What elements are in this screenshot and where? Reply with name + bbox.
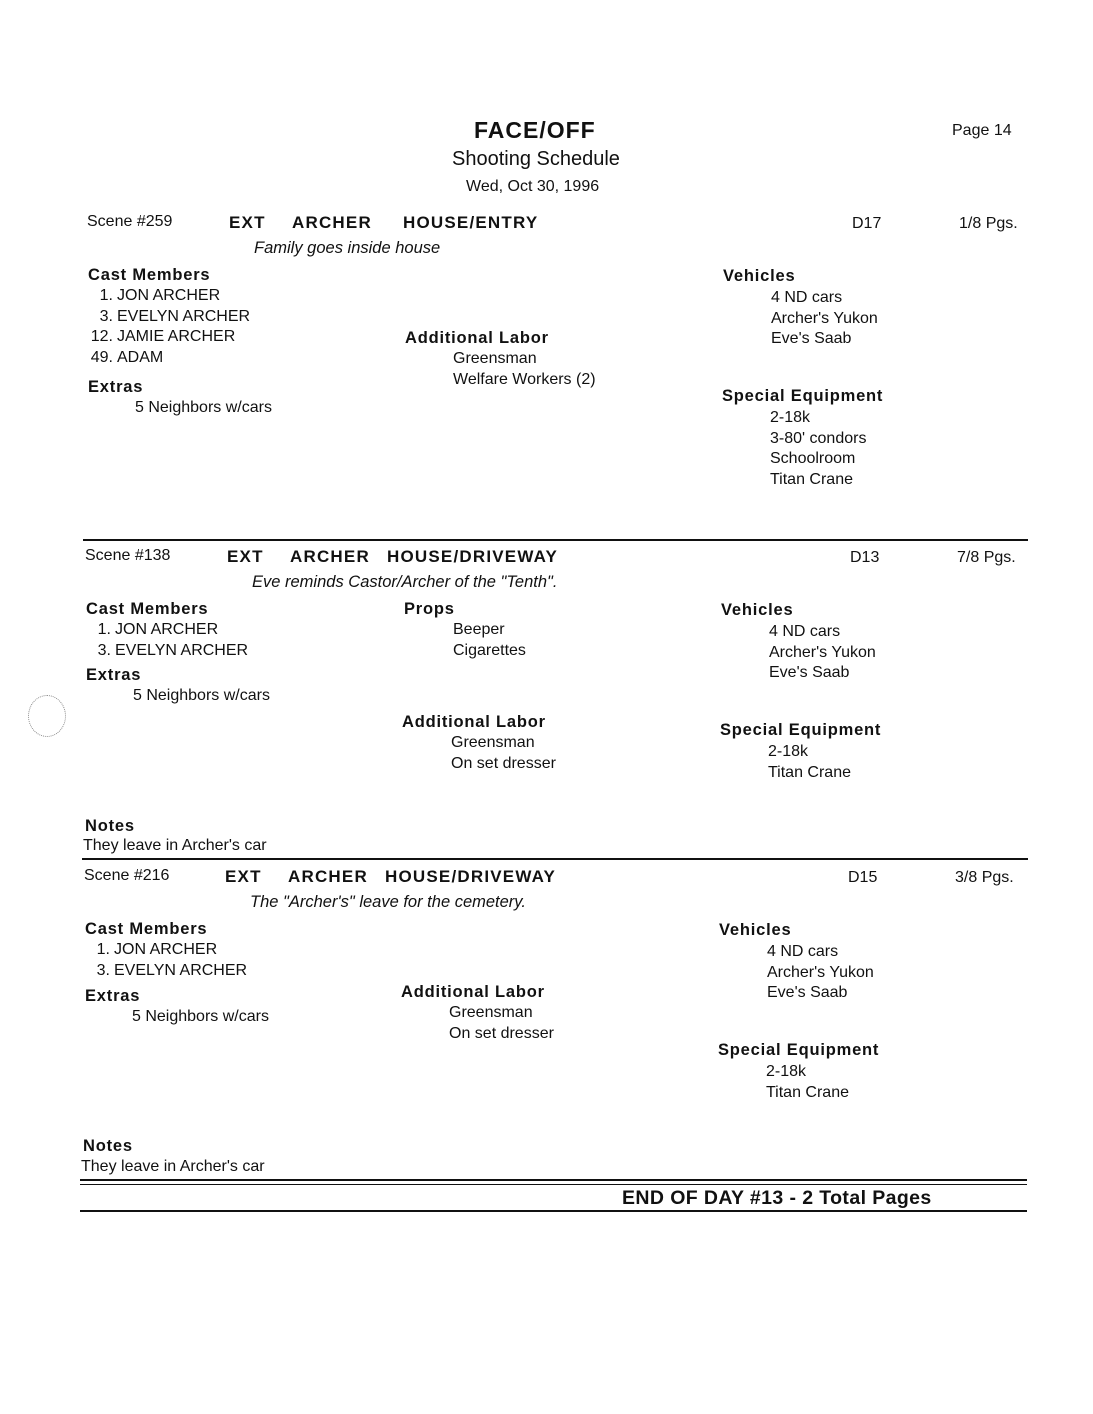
equipment-item: 2-18k <box>768 743 809 760</box>
cast-member: 3. EVELYN ARCHER <box>96 961 248 979</box>
labor-item: On set dresser <box>449 1024 554 1042</box>
special-equipment-heading: Special Equipment <box>722 387 884 405</box>
scene-int-ext: EXT <box>229 213 266 232</box>
scene-int-ext: EXT <box>225 867 262 886</box>
scene-number: Scene #259 <box>87 213 173 230</box>
cast-list <box>80 940 247 981</box>
notes-text: They leave in Archer's car <box>81 1158 265 1175</box>
scene-location: HOUSE/DRIVEWAY <box>387 547 559 566</box>
scene-divider <box>82 858 1028 860</box>
equipment-item: Titan Crane <box>770 471 853 489</box>
vehicle-item: Archer's Yukon <box>767 963 874 981</box>
labor-item: Greensman <box>453 350 537 367</box>
cast-member: 49. ADAM <box>90 349 164 367</box>
cast-list <box>81 620 248 661</box>
notes-heading: Notes <box>85 817 135 835</box>
vehicle-item: Eve's Saab <box>769 664 850 682</box>
page-number: Page 14 <box>952 122 1012 139</box>
prop-item: Beeper <box>453 621 505 638</box>
footer-rule-top <box>80 1179 1027 1181</box>
extras-heading: Extras <box>86 666 142 684</box>
end-of-day-summary: END OF DAY #13 - 2 Total Pages <box>622 1187 932 1209</box>
scene-day: D15 <box>848 869 878 886</box>
vehicle-item: 4 ND cars <box>767 943 839 960</box>
labor-item: Greensman <box>449 1004 533 1021</box>
scene-pages: 1/8 Pgs. <box>959 215 1018 232</box>
additional-labor-heading: Additional Labor <box>402 713 546 731</box>
scene-location: HOUSE/DRIVEWAY <box>385 867 557 886</box>
extras-heading: Extras <box>85 987 141 1005</box>
extras-item: 5 Neighbors w/cars <box>133 687 270 704</box>
scene-int-ext: EXT <box>227 547 264 566</box>
scene-number: Scene #216 <box>84 867 170 884</box>
scene-pages: 7/8 Pgs. <box>957 549 1016 566</box>
cast-member: 3. EVELYN ARCHER <box>97 641 249 659</box>
vehicle-item: Eve's Saab <box>767 984 848 1002</box>
vehicle-item: Archer's Yukon <box>769 643 876 661</box>
cast-member: 12. JAMIE ARCHER <box>90 328 236 346</box>
scene-pages: 3/8 Pgs. <box>955 869 1014 886</box>
prop-item: Cigarettes <box>453 641 526 659</box>
footer-rule-bottom <box>80 1210 1027 1212</box>
schedule-date: Wed, Oct 30, 1996 <box>466 178 600 195</box>
special-equipment-heading: Special Equipment <box>718 1041 880 1059</box>
labor-item: Greensman <box>451 734 535 751</box>
cast-list <box>83 286 250 369</box>
equipment-item: 2-18k <box>766 1063 807 1080</box>
scene-set: ARCHER <box>288 867 368 886</box>
vehicle-item: 4 ND cars <box>771 289 843 306</box>
cast-members-heading: Cast Members <box>86 600 209 618</box>
equipment-item: 3-80' condors <box>770 429 867 447</box>
scene-set: ARCHER <box>290 547 370 566</box>
scene-day: D13 <box>850 549 880 566</box>
hole-punch-mark <box>28 695 66 737</box>
scene-description: The "Archer's" leave for the cemetery. <box>250 893 526 911</box>
scene-location: HOUSE/ENTRY <box>403 213 539 232</box>
footer-rule-second <box>80 1184 1027 1185</box>
cast-member: 1. JON ARCHER <box>97 621 219 638</box>
cast-members-heading: Cast Members <box>85 920 208 938</box>
scene-number: Scene #138 <box>85 547 171 564</box>
scene-day: D17 <box>852 215 882 232</box>
labor-item: Welfare Workers (2) <box>453 370 596 388</box>
vehicles-heading: Vehicles <box>723 267 796 285</box>
vehicle-item: Eve's Saab <box>771 330 852 348</box>
extras-item: 5 Neighbors w/cars <box>135 399 272 416</box>
props-heading: Props <box>404 600 455 618</box>
notes-heading: Notes <box>83 1137 133 1155</box>
document-subtitle: Shooting Schedule <box>452 148 620 170</box>
vehicle-item: Archer's Yukon <box>771 309 878 327</box>
equipment-item: Titan Crane <box>768 763 851 781</box>
cast-member: 3. EVELYN ARCHER <box>99 307 251 325</box>
vehicles-heading: Vehicles <box>719 921 792 939</box>
cast-member: 1. JON ARCHER <box>96 941 218 958</box>
vehicles-heading: Vehicles <box>721 601 794 619</box>
equipment-item: 2-18k <box>770 409 811 426</box>
notes-text: They leave in Archer's car <box>83 837 267 854</box>
labor-item: On set dresser <box>451 754 556 772</box>
scene-description: Family goes inside house <box>254 239 441 257</box>
additional-labor-heading: Additional Labor <box>405 329 549 347</box>
vehicle-item: 4 ND cars <box>769 623 841 640</box>
special-equipment-heading: Special Equipment <box>720 721 882 739</box>
scene-description: Eve reminds Castor/Archer of the "Tenth". <box>252 573 558 591</box>
additional-labor-heading: Additional Labor <box>401 983 545 1001</box>
equipment-item: Schoolroom <box>770 450 856 468</box>
cast-members-heading: Cast Members <box>88 266 211 284</box>
cast-member: 1. JON ARCHER <box>99 287 221 304</box>
extras-item: 5 Neighbors w/cars <box>132 1008 269 1025</box>
equipment-item: Titan Crane <box>766 1083 849 1101</box>
document-title: FACE/OFF <box>474 117 596 143</box>
scene-divider <box>83 539 1028 541</box>
scene-set: ARCHER <box>292 213 372 232</box>
extras-heading: Extras <box>88 378 144 396</box>
